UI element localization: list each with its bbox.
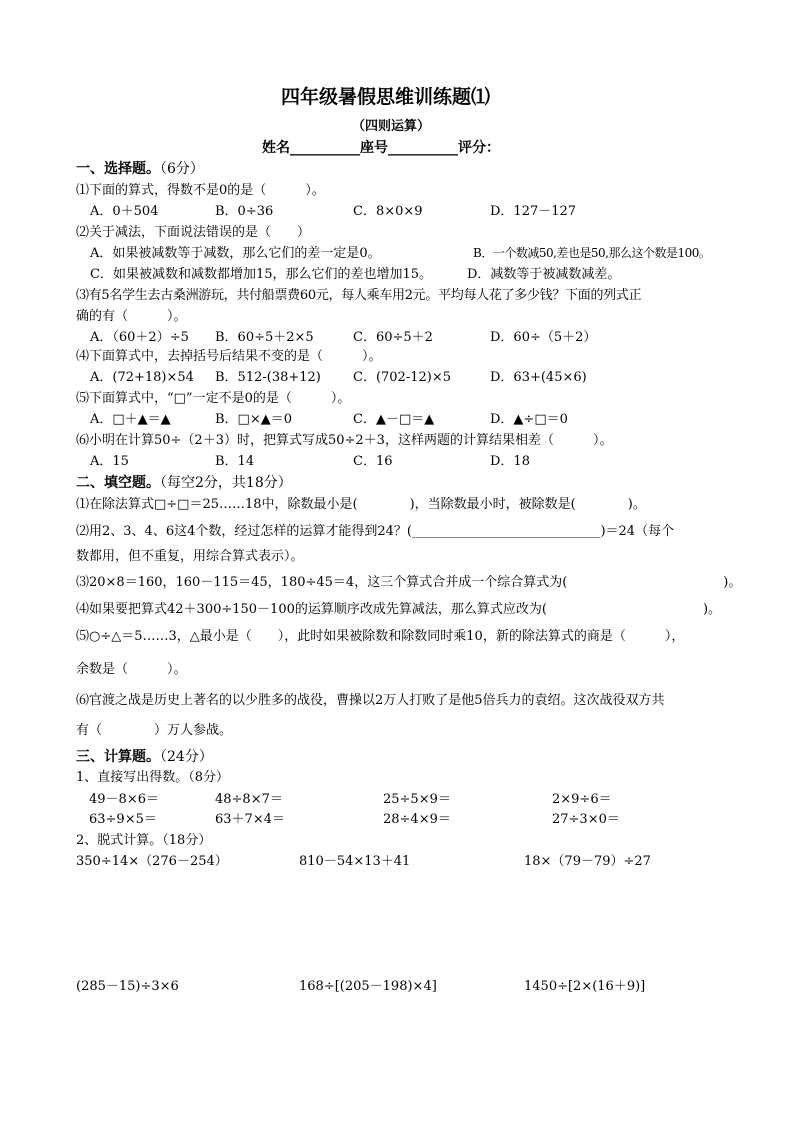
direct-problem: 48÷8×7＝ [215,792,283,807]
direct-problem: 25÷5×9＝ [383,792,451,807]
calc-problem: 350÷14×（276－254） [76,854,228,869]
option-c: C．(702-12)×5 [353,370,452,385]
option-b: B．0÷36 [215,204,274,219]
direct-problem: 2×9÷6＝ [552,792,612,807]
question-1-2: ⑵关于减法，下面说法错误的是（ ） [76,225,311,240]
question-1-1: ⑴下面的算式，得数不是0的是（ ）。 [76,183,325,198]
option-d: D．18 [490,454,530,469]
section-2-heading [76,476,292,490]
option-a: A．15 [90,454,129,469]
option-d: D．63+(45×6) [490,370,587,385]
option-d: D．减数等于被减数减差。 [467,267,621,282]
option-c: C．8×0×9 [353,204,423,219]
option-d: D．▲÷□＝0 [490,412,568,427]
calc-problem: 810－54×13＋41 [299,854,411,869]
question-1-3-line2: 确的有（ ）。 [76,309,187,324]
option-b: B．14 [215,454,255,469]
student-info-line: 姓名__________座号__________评分： [262,140,500,156]
direct-problem: 27÷3×0＝ [552,812,620,827]
calc-problem: 1450÷[2×(16＋9)] [524,979,646,994]
question-2-5-line2: 余数是（ ）。 [76,662,187,677]
question-1-5: ⑸下面算式中，“□”一定不是0的是（ ）。 [76,391,351,406]
section-1-heading [76,162,204,176]
section-1-title: 一、选择题。 [76,161,160,177]
option-c: C．60÷5＋2 [353,330,433,345]
calc-problem: (285－15)÷3×6 [76,979,179,994]
option-d: D．60÷（5＋2） [490,330,597,345]
option-c: C．16 [353,454,393,469]
option-a: A．（60＋2）÷5 [90,330,189,345]
page-title: 四年级暑假思维训练题⑴ [281,86,491,108]
question-2-1: ⑴在除法算式□÷□＝25……18中，除数最小是( )，当除数最小时，被除数是( )。 [76,497,646,512]
option-a: A．0＋504 [90,204,159,219]
question-2-6-line1: ⑹官渡之战是历史上著名的以少胜多的战役，曹操以2万人打败了是他5倍兵力的袁绍。这次战役双方共 [76,693,665,708]
option-b: B．一个数减50,差也是50,那么这个数是100。 [473,246,711,260]
question-2-6-line2: 有（ ）万人参战。 [76,723,233,738]
direct-problem: 49－8×6＝ [89,792,159,807]
option-c: C．如果被减数和减数都增加15，那么它们的差也增加15。 [90,267,433,282]
section-3-heading [76,750,213,764]
section-2-title: 二、填空题。 [76,475,160,491]
section-3-title: 三、计算题。 [76,749,160,765]
question-1-3-line1: ⑶有5名学生去古桑洲游玩，共付船票费60元，每人乘车用2元。平均每人花了多少钱？下面的列式正 [76,288,642,303]
option-b: B．□×▲＝0 [215,412,292,427]
calc-problem: 18×（79－79）÷27 [524,854,651,869]
option-a: A．□＋▲＝▲ [90,412,171,427]
option-b: B．60÷5＋2×5 [215,330,314,345]
option-a: A．(72+18)×54 [90,370,194,385]
section-1-score: （6分） [160,161,204,177]
option-a: A．如果被减数等于减数，那么它们的差一定是0。 [90,246,381,261]
question-2-3: ⑶20×8＝160，160－115＝45，180÷45＝4，这三个算式合并成一个综合算式为( )。 [76,575,742,590]
page-subtitle: （四则运算） [352,119,431,134]
question-1-6: ⑹小明在计算50÷（2＋3）时，把算式写成50÷2＋3，这样两题的计算结果相差（ ）。 [76,433,613,448]
question-2-4: ⑷如果要把算式42＋300÷150－100的运算顺序改成先算减法，那么算式应改为( )。 [76,602,722,617]
section-2-score: （每空2分，共18分） [160,475,292,491]
direct-problem: 28÷4×9＝ [383,812,451,827]
question-2-2-line2: 数都用，但不重复，用综合算式表示）。 [76,549,304,564]
subsection-direct: 1、直接写出得数。（8分） [76,770,230,785]
direct-problem: 63÷9×5＝ [89,812,157,827]
direct-problem: 63＋7×4＝ [215,812,285,827]
option-d: D．127－127 [490,204,577,219]
option-b: B．512-(38+12) [215,370,321,385]
section-3-score: （24分） [160,749,213,765]
calc-problem: 168÷[(205－198)×4] [299,979,437,994]
question-2-2-line1: ⑵用2、3、4、6这4个数，经过怎样的运算才能得到24？(_____________________________)＝24（每个 [76,524,675,539]
question-1-4: ⑷下面算式中，去掉括号后结果不变的是（ ）。 [76,349,382,364]
subsection-stepwise: 2、脱式计算。（18分） [76,833,212,848]
question-2-5-line1: ⑸○÷△＝5……3，△最小是（ ），此时如果被除数和除数同时乘10，新的除法算式的商是（ ）， [76,629,685,644]
option-c: C．▲－□＝▲ [353,412,435,427]
